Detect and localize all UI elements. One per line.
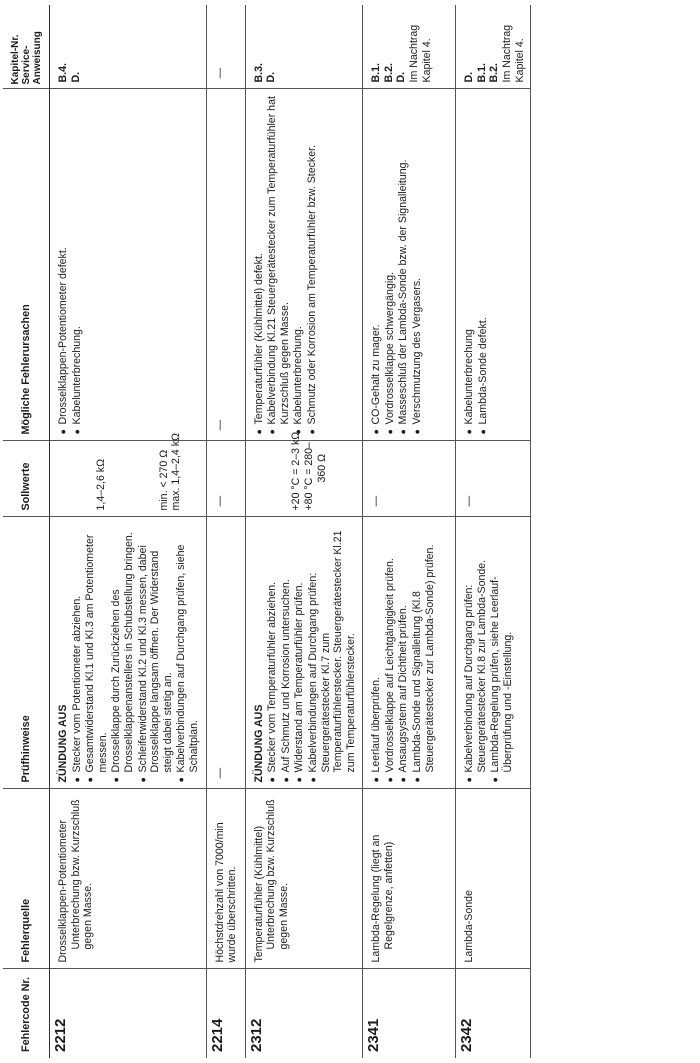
- fault-code: 2341: [363, 969, 456, 1058]
- cause-item: ● CO-Gehalt zu mager.: [370, 96, 383, 435]
- target-value: [107, 448, 120, 511]
- target-value: max. 1,4–2,4 kΩ: [170, 433, 183, 511]
- cause-list: [370, 96, 423, 435]
- chapter-note: Im Nachtrag Kapitel 4.: [408, 24, 433, 83]
- chapter-note: Im Nachtrag Kapitel 4.: [501, 24, 526, 83]
- target-values: [363, 441, 456, 517]
- fault-source-text: Höchstdrehzahl von 7000/min wurde überschritten.: [213, 822, 239, 963]
- header-fehlerursachen: Mögliche Fehlerursachen: [3, 89, 50, 441]
- hint-item: ● Drosselklappe durch Zurückziehen des Drosselklappenanstellers in Schubstellung bringen.: [110, 524, 135, 783]
- hint-dash: —: [213, 767, 226, 779]
- hint-item: ● Stecker vom Potentiometer abziehen.: [71, 524, 84, 783]
- possible-causes: [206, 89, 245, 441]
- fault-source: [363, 789, 456, 969]
- cause-item: ● Drosselklappen-Potentiometer defekt.: [57, 96, 70, 435]
- header-fehlercode: Fehlercode Nr.: [3, 969, 50, 1058]
- hint-item: ● Kabelverbindungen auf Durchgang prüfen, siehe Schaltplan.: [175, 524, 200, 783]
- cause-dash: —: [213, 419, 226, 431]
- target-value: +20 °C = 2–3 kΩ: [290, 431, 303, 511]
- target-value: —: [463, 495, 476, 507]
- target-value: [70, 448, 83, 511]
- target-values: [456, 441, 531, 517]
- cause-item: ● Kabelunterbrechung.: [71, 96, 84, 435]
- cause-item: ● Schmutz oder Korrosion am Temperaturfühler bzw. Stecker.: [306, 96, 319, 435]
- hint-item: ● Kabelverbindungen auf Durchgang prüfen: Steuergerätestecker Kl.7 zum Temperaturfühlerstecker. Steuergerätestecker Kl.21 zum Temperaturfühlerstecker.: [307, 524, 357, 783]
- possible-causes: [245, 89, 363, 441]
- target-value: [82, 448, 95, 511]
- hint-item: ● Gesamtwiderstand Kl.1 und Kl.3 am Potentiometer messen.: [84, 524, 109, 783]
- fault-code: 2342: [456, 969, 531, 1058]
- table-row: [206, 5, 245, 1058]
- cause-item: ● Kabelunterbrechung: [463, 96, 476, 435]
- cause-item: ● Lambda-Sonde defekt.: [477, 96, 490, 435]
- table-row: [363, 5, 456, 1058]
- fault-code: 2214: [206, 969, 245, 1058]
- chapter-item: B.1.: [475, 63, 488, 83]
- cause-item: ● Kabelverbindung Kl.21 Steuergerätestecker zum Temperaturfühler hat Kurzschluß gegen Masse.: [266, 96, 291, 435]
- header-kapitel: Kapitel-Nr. Service-Anweisung: [3, 5, 50, 89]
- fault-source-text: Lambda-Regelung (liegt an Regelgrenze, anfetten): [370, 834, 395, 963]
- header-pruefhinweise: Prüfhinweise: [3, 517, 50, 789]
- cause-list: [57, 96, 83, 435]
- header-row: [3, 5, 50, 1058]
- fault-source-text: Lambda-Sonde: [463, 890, 476, 963]
- table-row: [50, 5, 207, 1058]
- hint-item: ● Auf Schmutz und Korrosion untersuchen.: [280, 524, 293, 783]
- chapter-item: B.3.: [252, 63, 265, 83]
- chapter-item: B.2.: [488, 63, 501, 83]
- test-hints: [206, 517, 245, 789]
- target-value: —: [370, 495, 383, 507]
- table-row: [245, 5, 363, 1058]
- hint-list: [463, 524, 514, 783]
- fault-source: [206, 789, 245, 969]
- cause-list: [463, 96, 489, 435]
- cause-item: ● Kabelunterbrechung.: [292, 96, 305, 435]
- hint-item: ● Lambda-Regelung prüfen, siehe Leerlauf-Überprüfung und -Einstellung.: [489, 524, 514, 783]
- target-value: 1,4–2,6 kΩ: [94, 458, 107, 511]
- chapter-item: B.4.: [57, 63, 69, 83]
- table-row: [456, 5, 531, 1058]
- hint-item: ● Schleiferwiderstand Kl.2 und Kl.3 messen, dabei Drosselklappe langsam öffnen. Der Widerstand steigt dabei stetig an.: [137, 524, 175, 783]
- test-hints: [363, 517, 456, 789]
- chapter-ref: [206, 5, 245, 89]
- hint-list: [266, 524, 357, 783]
- target-value: [133, 448, 146, 511]
- hint-list: [71, 524, 201, 783]
- cause-item: ● Verschmutzung des Vergasers.: [411, 96, 424, 435]
- fault-source: [456, 789, 531, 969]
- fault-code-table: [3, 5, 531, 1058]
- target-value: —: [213, 495, 226, 507]
- chapter-item: B.1.: [370, 63, 383, 83]
- chapter-item: —: [213, 67, 226, 79]
- chapter-item: D.: [463, 71, 476, 83]
- hint-list: [370, 524, 436, 783]
- chapter-ref: [245, 5, 363, 89]
- possible-causes: [363, 89, 456, 441]
- hint-item: ● Stecker vom Temperaturfühler abziehen.: [266, 524, 279, 783]
- test-hints: [50, 517, 207, 789]
- chapter-ref: [456, 5, 531, 89]
- fault-source: [245, 789, 363, 969]
- fault-code: 2312: [245, 969, 363, 1058]
- test-hints: [456, 517, 531, 789]
- fault-source: [50, 789, 207, 969]
- chapter-item: B.2.: [382, 63, 395, 83]
- header-sollwerte: Sollwerte: [3, 441, 50, 517]
- chapter-ref: [50, 5, 207, 89]
- target-value: [253, 448, 266, 511]
- target-values: [245, 431, 363, 517]
- target-value: [278, 448, 291, 511]
- target-value: [57, 448, 70, 511]
- hint-item: ● Widerstand am Temperaturfühler prüfen.: [293, 524, 306, 783]
- fault-code: 2212: [50, 969, 207, 1058]
- cause-item: ● Masseschluß der Lambda-Sonde bzw. der Signalleitung.: [397, 96, 410, 435]
- hint-item: ● Ansaugsystem auf Dichtheit prüfen.: [397, 524, 410, 783]
- chapter-item: D.: [395, 71, 408, 83]
- fault-source-text: Drosselklappen-Potentiometer Unterbrechung bzw. Kurzschluß gegen Masse.: [57, 799, 95, 963]
- cause-list: [253, 96, 319, 435]
- possible-causes: [50, 89, 207, 441]
- chapter-ref: [363, 5, 456, 89]
- target-value: [120, 448, 133, 511]
- test-hints: [245, 517, 363, 789]
- target-value: [265, 448, 278, 511]
- chapter-item: D.: [69, 71, 82, 83]
- fault-source-text: Temperaturfühler (Kühlmittel) Unterbrechung bzw. Kurzschluß gegen Masse.: [252, 799, 290, 963]
- cause-item: ● Vordrosselklappe schwergängig.: [384, 96, 397, 435]
- header-fehlerquelle: Fehlerquelle: [3, 789, 50, 969]
- hint-item: ● Kabelverbindung auf Durchgang prüfen: Steuergerätestecker Kl.8 zur Lambda-Sonde.: [463, 524, 488, 783]
- target-value: min. < 270 Ω: [157, 449, 170, 511]
- hint-item: ● Lambda-Sonde und Signalleitung (Kl.8 Steuergerätestecker zur Lambda-Sonde) prüfen.: [411, 524, 436, 783]
- hint-item: ● Vordrosselklappe auf Leichtgängigkeit prüfen.: [384, 524, 397, 783]
- chapter-item: D.: [265, 71, 278, 83]
- possible-causes: [456, 89, 531, 441]
- target-values: [206, 441, 245, 517]
- hint-heading: ZÜNDUNG AUS: [57, 704, 69, 783]
- target-values: [50, 433, 207, 517]
- hint-heading: ZÜNDUNG AUS: [252, 704, 265, 783]
- target-value: [145, 448, 158, 511]
- hint-item: ● Leerlauf überprüfen.: [370, 524, 383, 783]
- cause-item: ● Temperaturfühler (Kühlmittel) defekt.: [253, 96, 266, 435]
- target-value: +80 °C = 280–: [302, 442, 315, 511]
- target-value: 360 Ω: [315, 453, 328, 483]
